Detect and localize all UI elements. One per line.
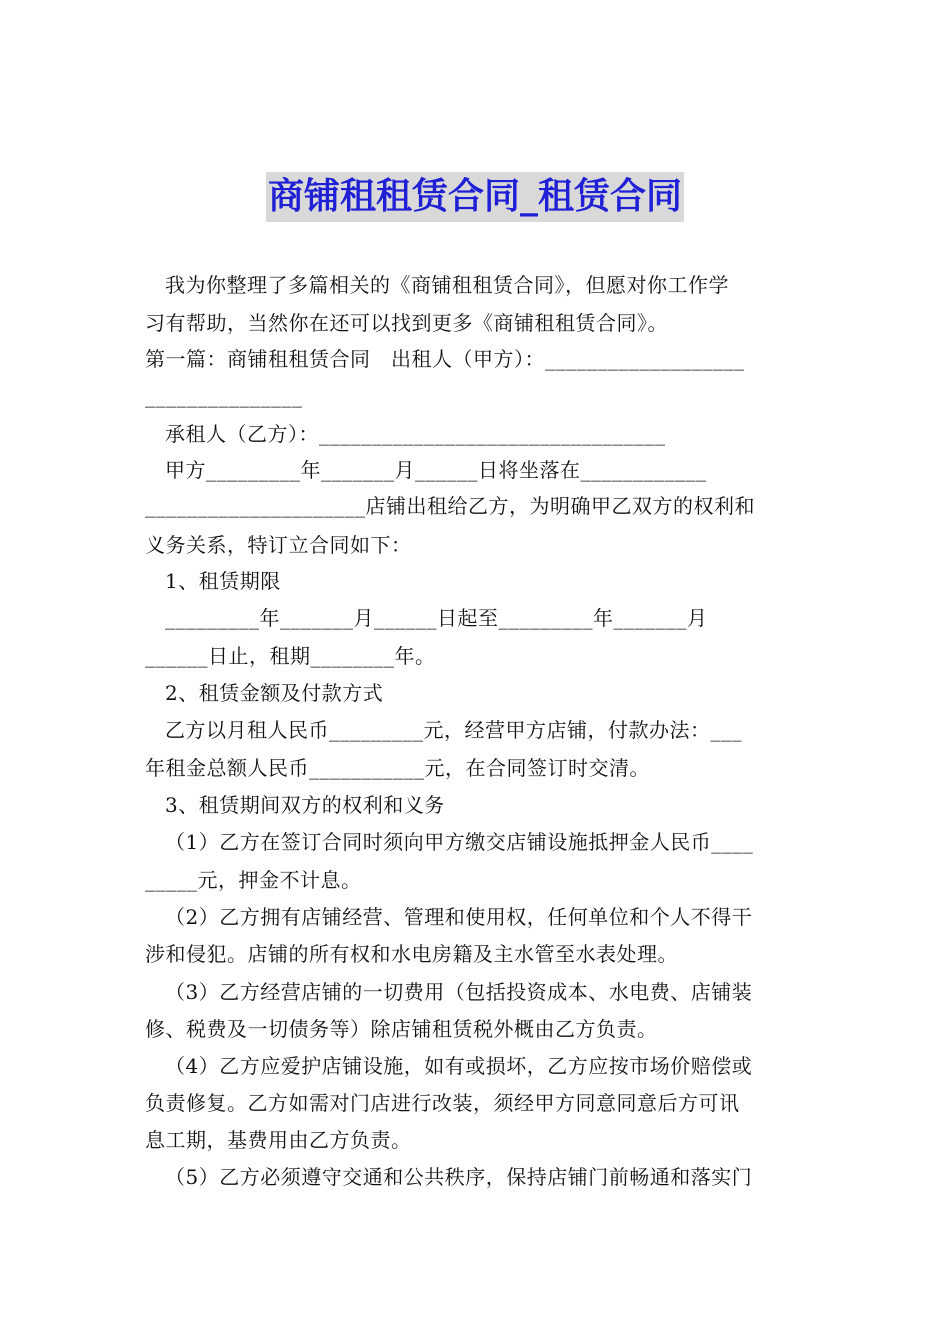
section-heading: 2、租赁金额及付款方式	[165, 681, 384, 705]
paragraph-line: （3）乙方经营店铺的一切费用（包括投资成本、水电费、店铺装	[165, 980, 753, 1004]
paragraph-line: 息工期，基费用由乙方负责。	[145, 1128, 412, 1152]
paragraph-line: 承租人（乙方）：_________________________________	[165, 422, 666, 446]
paragraph-line: 习有帮助，当然你在还可以找到更多《商铺租租赁合同》。	[145, 311, 668, 335]
paragraph-line: _____元，押金不计息。	[145, 868, 362, 892]
paragraph-line: 年租金总额人民币___________元，在合同签订时交清。	[145, 756, 650, 780]
paragraph-line: （1）乙方在签订合同时须向甲方缴交店铺设施抵押金人民币____	[165, 830, 754, 854]
paragraph-line: 负责修复。乙方如需对门店进行改装，须经甲方同意同意后方可讯	[145, 1091, 740, 1115]
paragraph-line: （4）乙方应爱护店铺设施，如有或损坏，乙方应按市场价赔偿或	[165, 1054, 753, 1078]
section-heading: 1、租赁期限	[165, 569, 281, 593]
document-title-wrap	[0, 172, 950, 222]
section-heading: 3、租赁期间双方的权利和义务	[165, 793, 445, 817]
document-title: 商铺租租赁合同_租赁合同	[266, 172, 684, 222]
paragraph-line: 义务关系，特订立合同如下：	[145, 533, 412, 557]
paragraph-line: _______________	[145, 384, 303, 408]
paragraph-line: （2）乙方拥有店铺经营、管理和使用权，任何单位和个人不得干	[165, 905, 753, 929]
paragraph-line: 甲方_________年_______月______日将坐落在____________	[165, 458, 707, 482]
paragraph-line: _________年_______月______日起至_________年_______月	[165, 606, 708, 630]
paragraph-line: 我为你整理了多篇相关的《商铺租租赁合同》，但愿对你工作学	[165, 273, 729, 297]
paragraph-line: 修、税费及一切债务等）除店铺租赁税外概由乙方负责。	[145, 1017, 658, 1041]
paragraph-line: ______日止，租期________年。	[145, 644, 436, 668]
paragraph-line: 乙方以月租人民币_________元，经营甲方店铺，付款办法：___	[165, 718, 742, 742]
paragraph-line: 涉和侵犯。店铺的所有权和水电房籍及主水管至水表处理。	[145, 942, 678, 966]
paragraph-line: 第一篇：商铺租租赁合同 出租人（甲方）：___________________	[145, 347, 745, 371]
paragraph-line: _____________________店铺出租给乙方，为明确甲乙双方的权利和	[145, 494, 755, 518]
paragraph-line: （5）乙方必须遵守交通和公共秩序，保持店铺门前畅通和落实门	[165, 1165, 753, 1189]
